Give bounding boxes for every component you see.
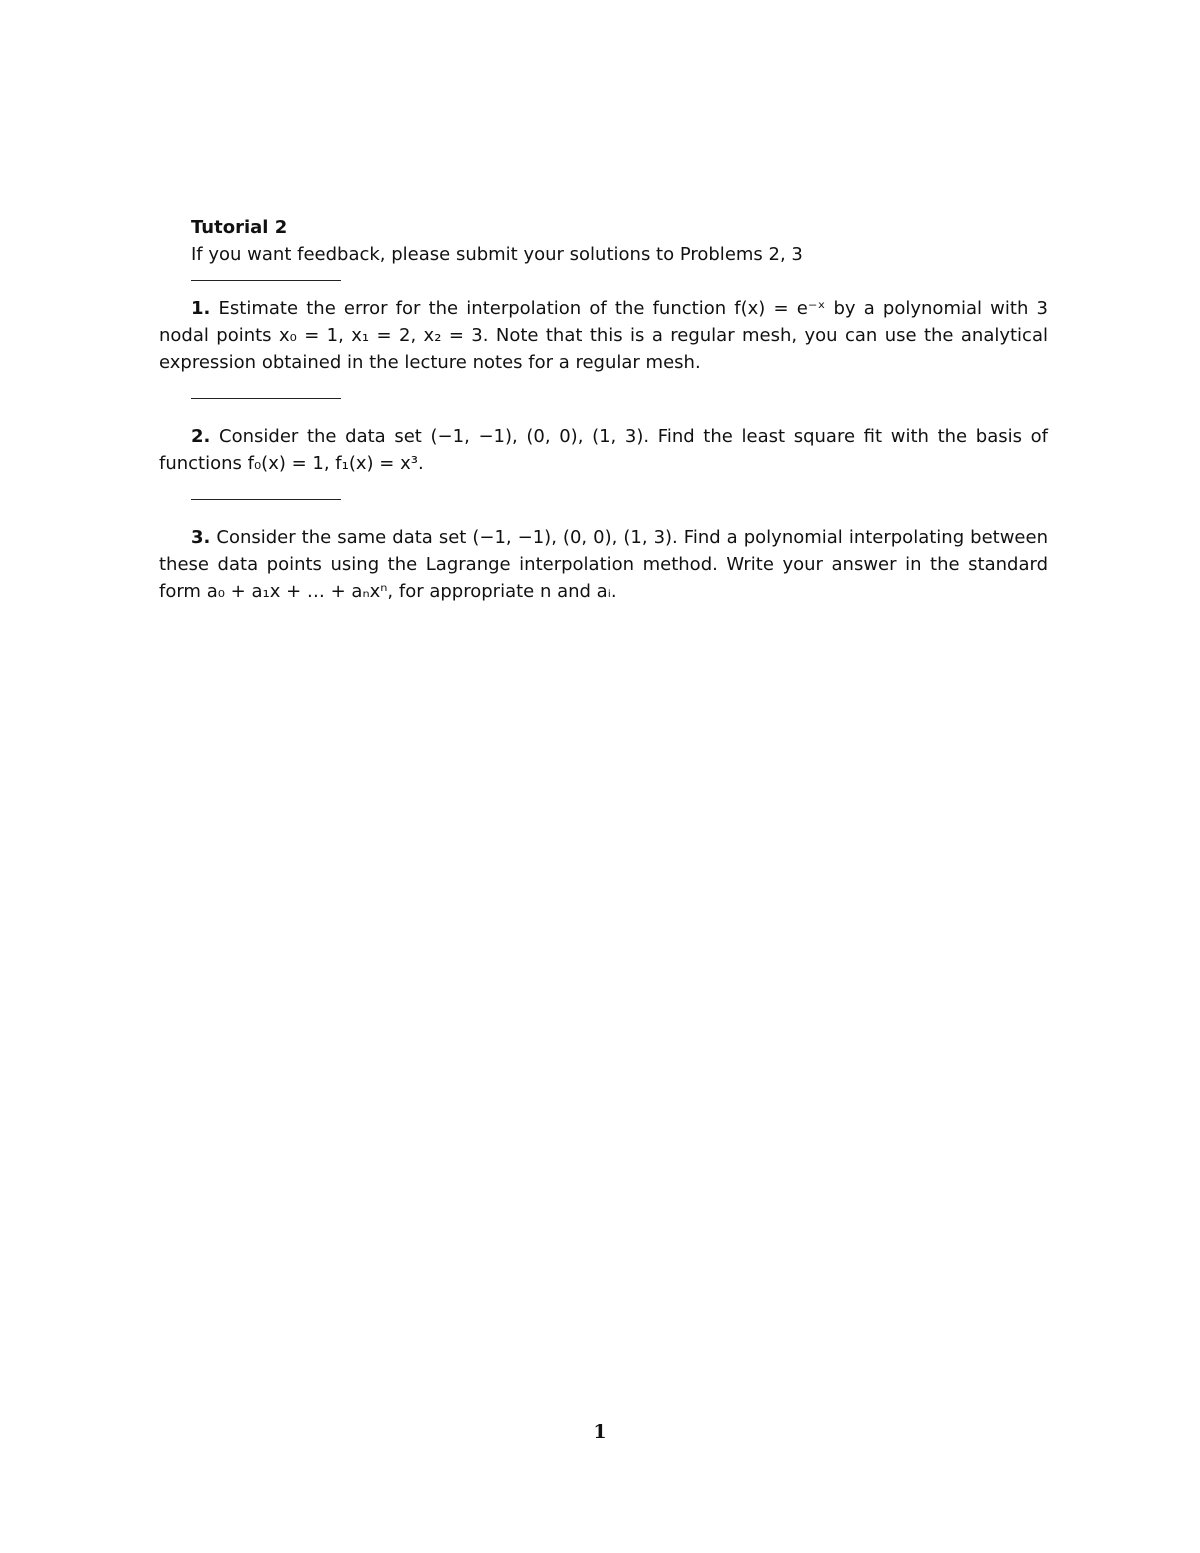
problem-text: Estimate the error for the interpolation of the function f(x) = e⁻ˣ by a polynomial with 3 nodal points x₀ = 1, x₁ = 2, x₂ = 3. Note that this is a regular mesh, you can use the analytical expression obtained in the lecture notes for a regular mesh. xyxy=(159,298,1048,373)
problem-text: Consider the data set (−1, −1), (0, 0), (1, 3). Find the least square fit with the basis of functions f₀(x) = 1, f₁(x) = x³. xyxy=(159,426,1048,474)
separator-rule xyxy=(191,499,341,500)
page-number: 1 xyxy=(593,1421,607,1443)
problem-1 xyxy=(159,295,1048,376)
separator-rule xyxy=(191,398,341,399)
problem-text: Consider the same data set (−1, −1), (0, 0), (1, 3). Find a polynomial interpolating between these data points using the Lagrange interpolation method. Write your answer in the standard form a₀ + a₁x + … + aₙxⁿ, for appropriate n and aᵢ. xyxy=(159,527,1048,602)
document-title: Tutorial 2 xyxy=(191,217,288,238)
problem-number: 2. xyxy=(191,426,211,447)
separator-rule xyxy=(191,280,341,281)
problem-2 xyxy=(159,423,1048,477)
document-body xyxy=(159,214,1048,605)
feedback-instructions: If you want feedback, please submit your solutions to Problems 2, 3 xyxy=(191,244,803,265)
problem-3 xyxy=(159,524,1048,605)
problem-number: 1. xyxy=(191,298,211,319)
problem-number: 3. xyxy=(191,527,211,548)
